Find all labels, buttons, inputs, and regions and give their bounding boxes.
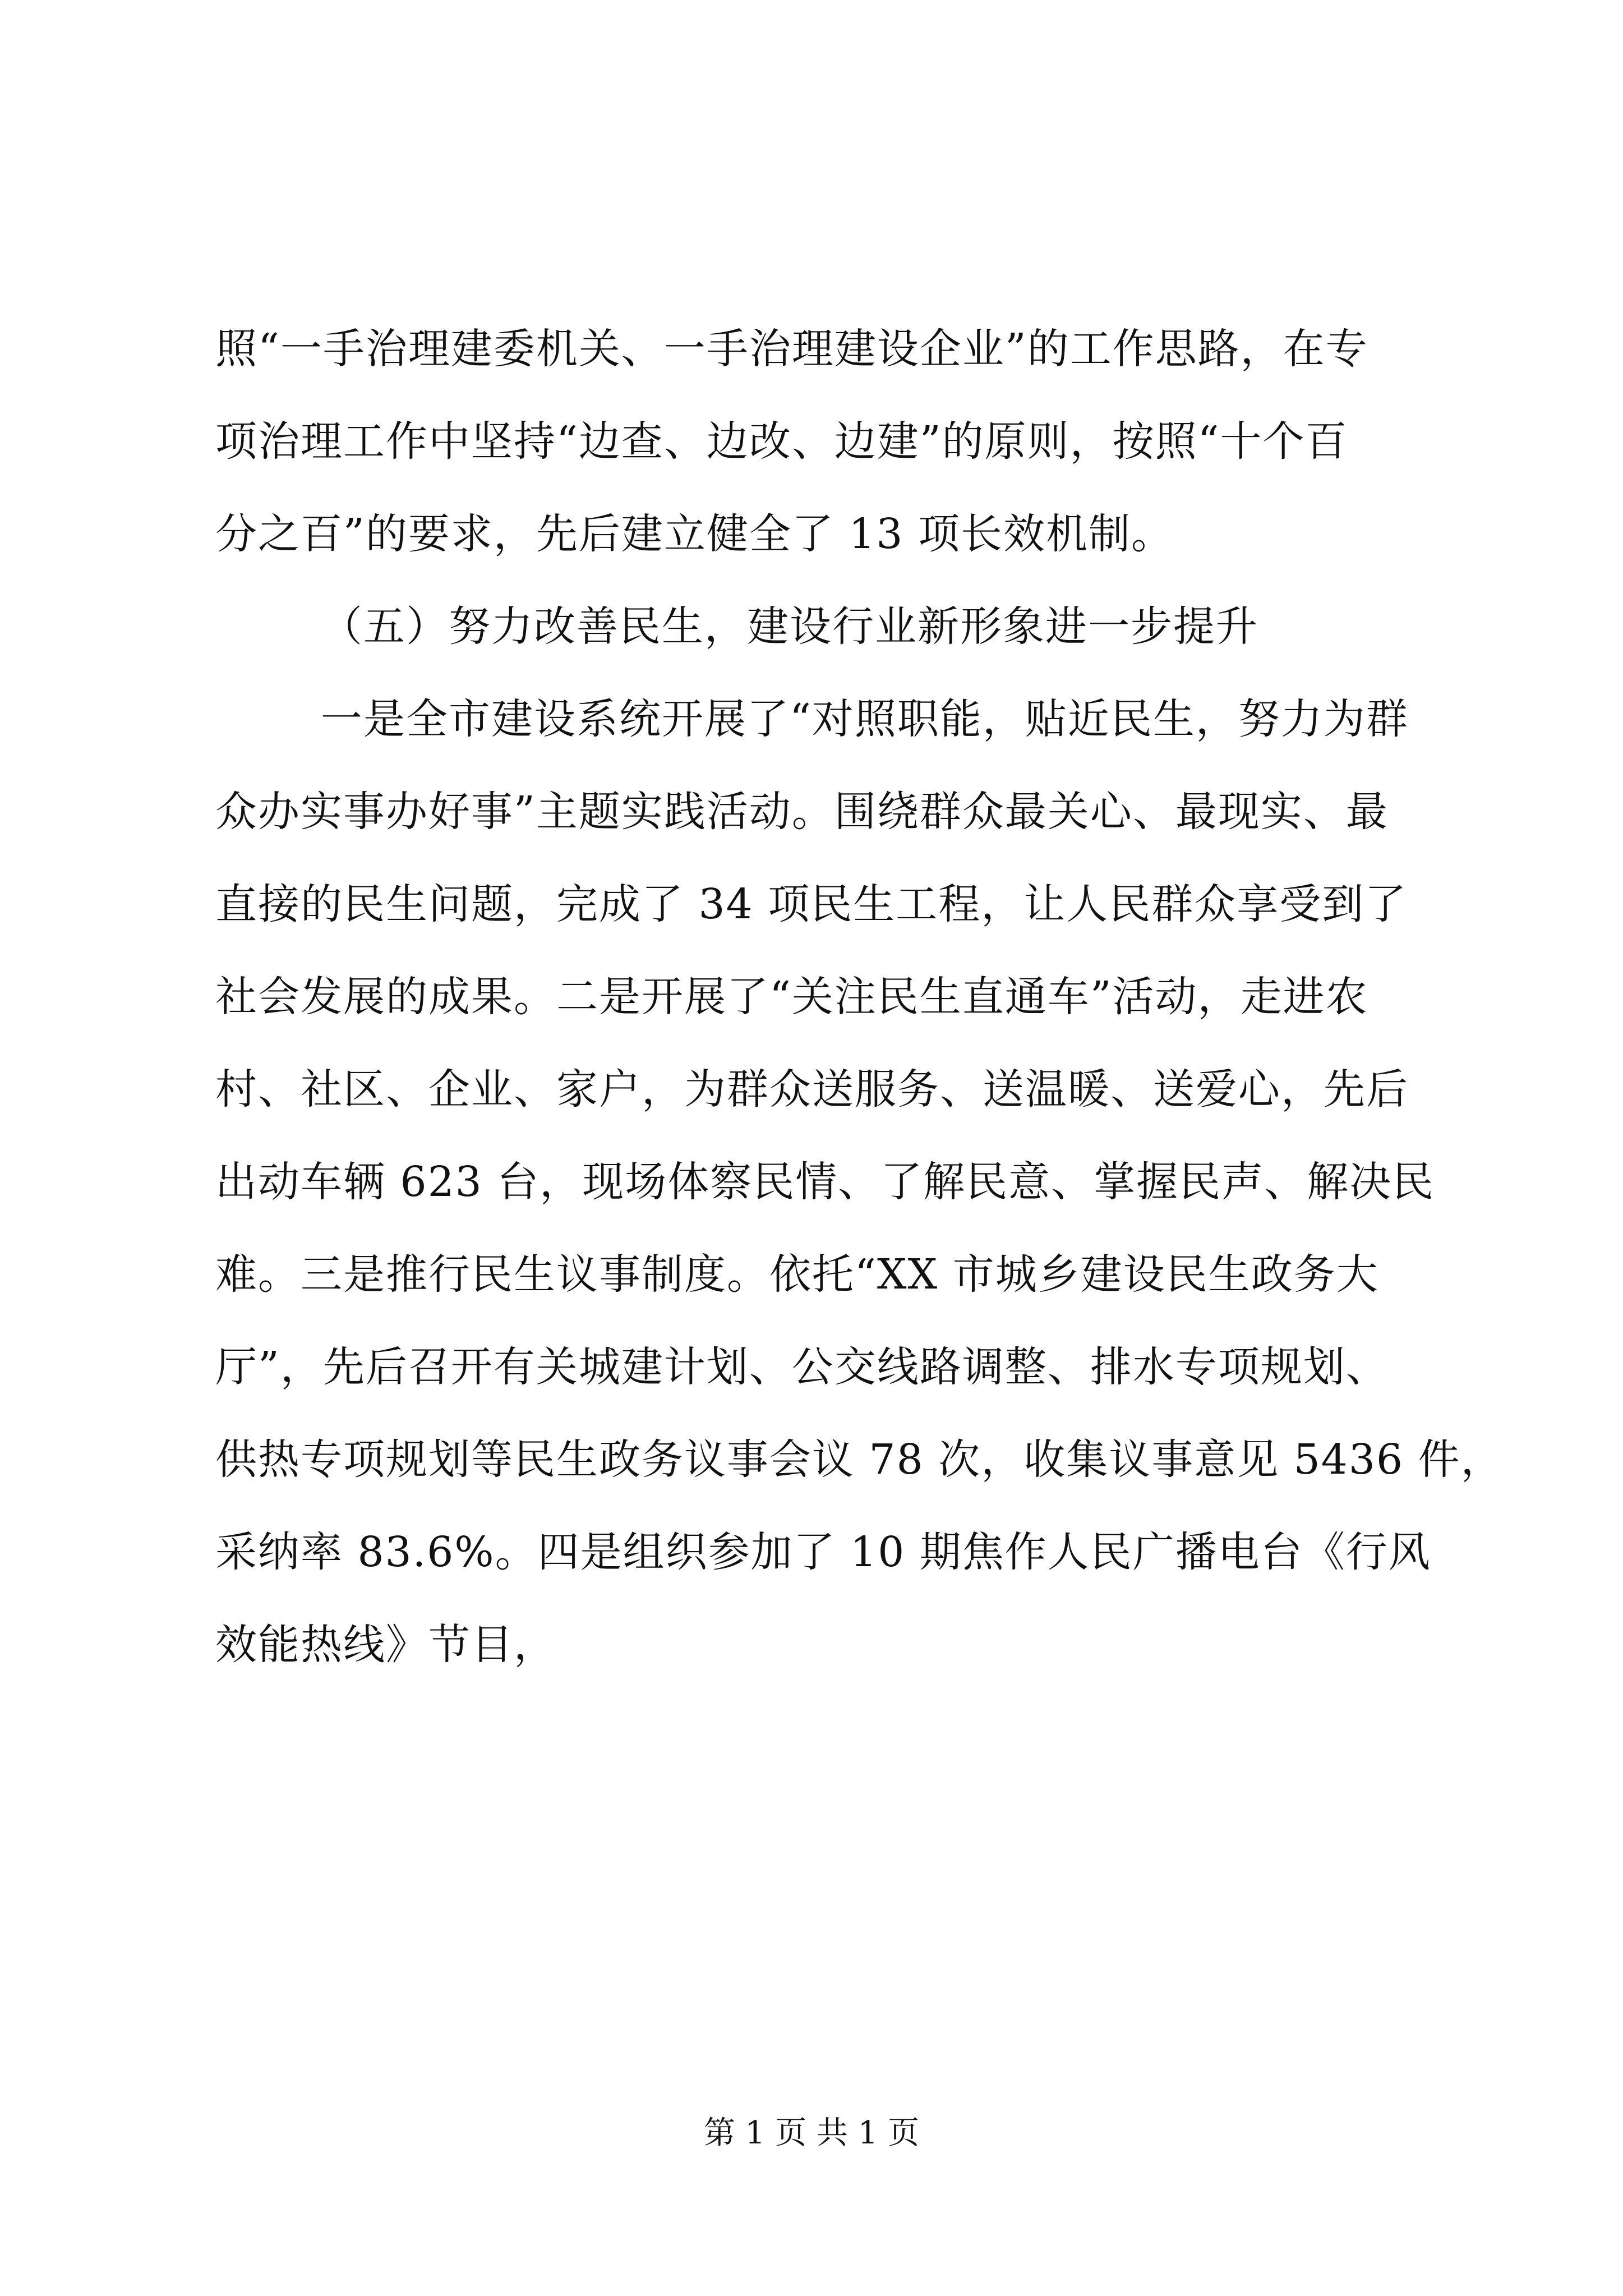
text-line: 众办实事办好事”主题实践活动。围绕群众最关心、最现实、最 xyxy=(215,788,1389,836)
text-line: 照“一手治理建委机关、一手治理建设企业”的工作思路，在专 xyxy=(215,325,1368,373)
document-body xyxy=(215,303,1504,1691)
text-line: 供热专项规划等民生政务议事会议 78 次，收集议事意见 5436 件， xyxy=(215,1435,1504,1484)
text-line: 一是全市建设系统开展了“对照职能，贴近民生，努力为群 xyxy=(321,695,1409,743)
text-line: 村、社区、企业、家户，为群众送服务、送温暖、送爱心，先后 xyxy=(215,1065,1409,1114)
text-line: 直接的民生问题，完成了 34 项民生工程，让人民群众享受到了 xyxy=(215,880,1408,928)
page-number: 第 1 页 共 1 页 xyxy=(703,2115,920,2151)
text-line: 出动车辆 623 台，现场体察民情、了解民意、掌握民声、解决民 xyxy=(215,1158,1435,1206)
text-line: 效能热线》节目， xyxy=(215,1621,556,1669)
text-line: 分之百”的要求，先后建立健全了 13 项长效机制。 xyxy=(215,510,1174,558)
text-line: 项治理工作中坚持“边查、边改、边建”的原则，按照“十个百 xyxy=(215,417,1348,466)
text-line: 厅”，先后召开有关城建计划、公交线路调整、排水专项规划、 xyxy=(215,1343,1389,1391)
text-line: 社会发展的成果。二是开展了“关注民生直通车”活动，走进农 xyxy=(215,973,1368,1021)
text-line: 采纳率 83.6%。四是组织参加了 10 期焦作人民广播电台《行风 xyxy=(215,1528,1431,1576)
text-line: 难。三是推行民生议事制度。依托“XX 市城乡建设民生政务大 xyxy=(215,1250,1379,1299)
section-heading: （五）努力改善民生，建设行业新形象进一步提升 xyxy=(321,602,1258,651)
page-footer xyxy=(0,2114,1623,2153)
